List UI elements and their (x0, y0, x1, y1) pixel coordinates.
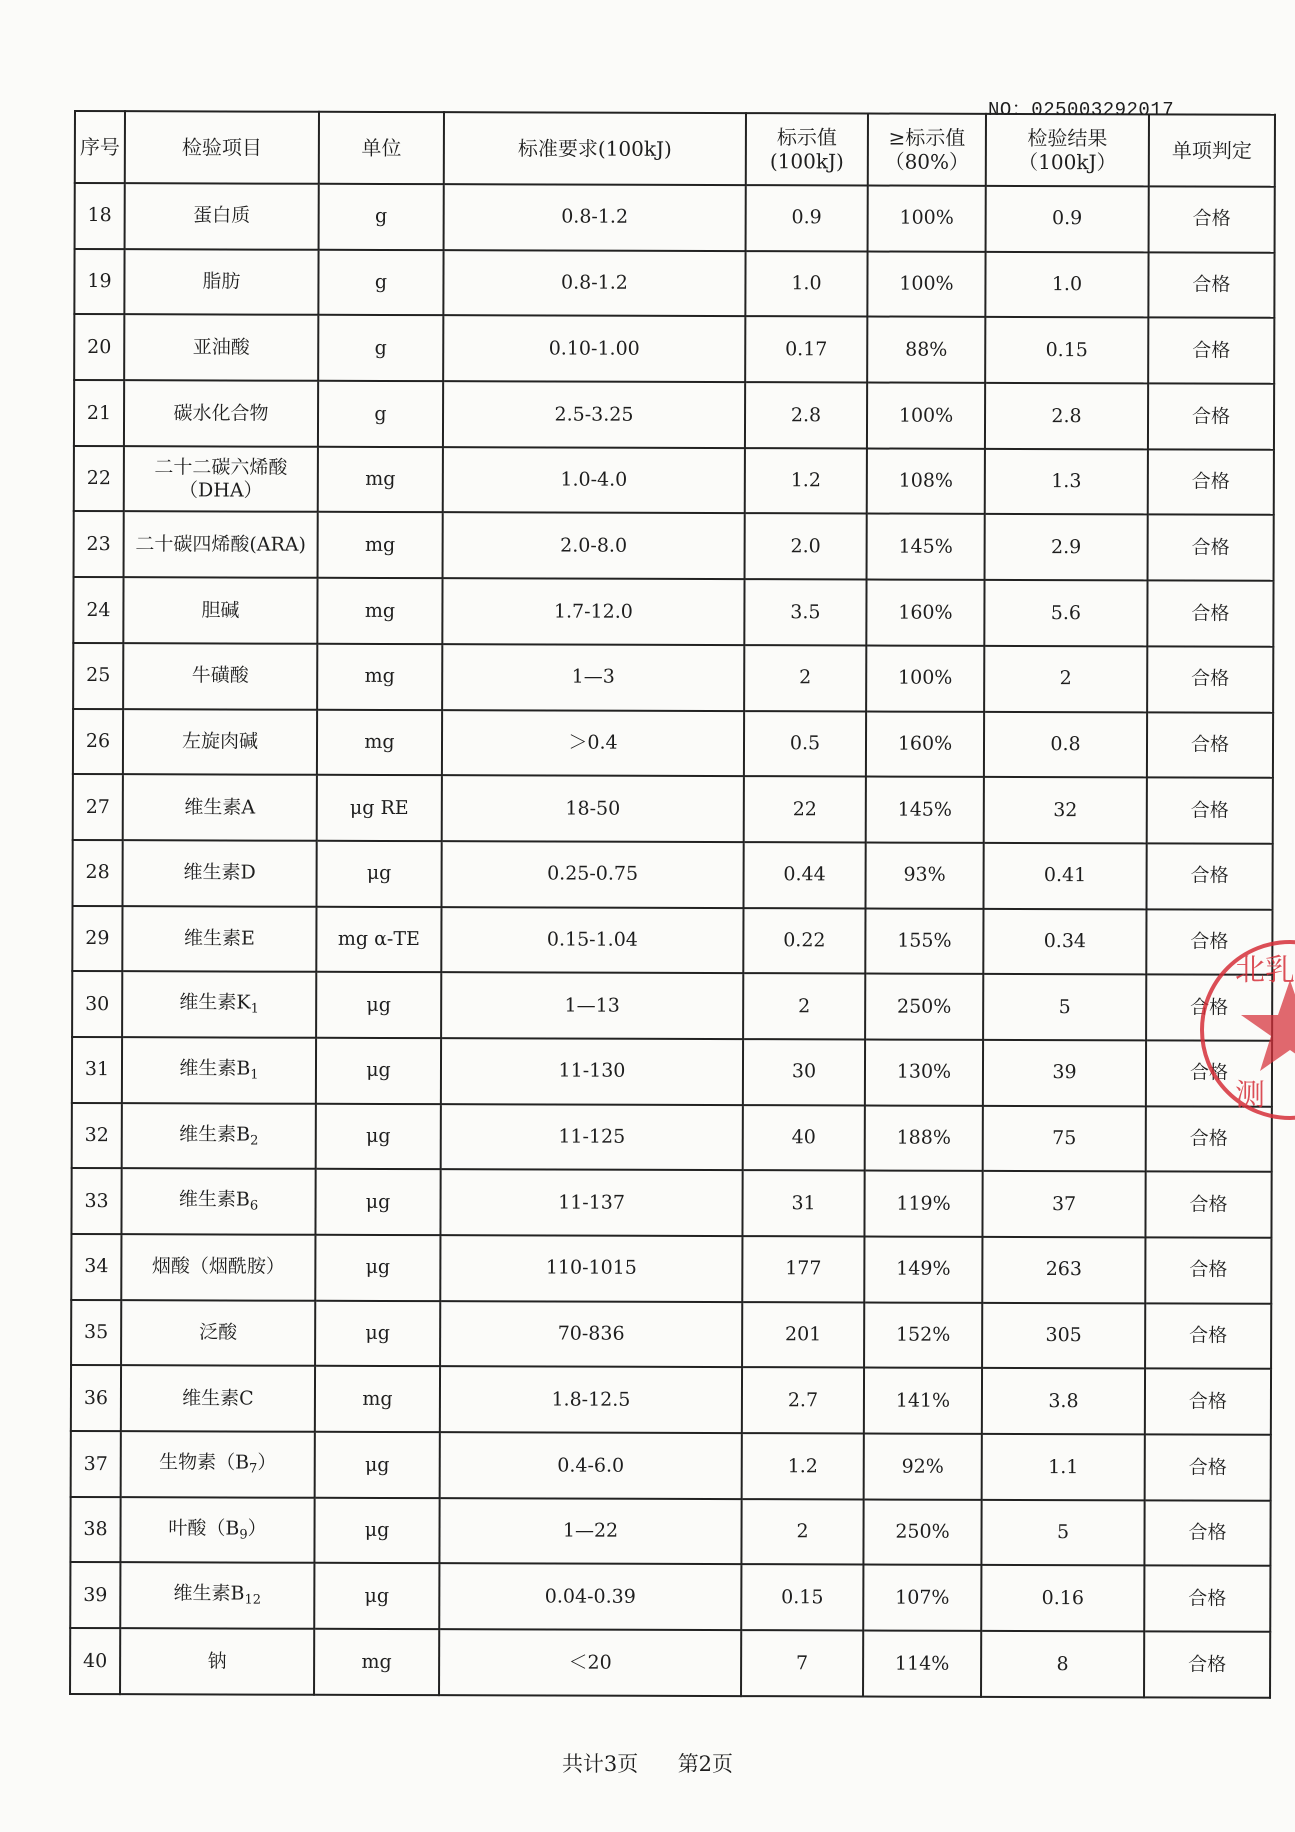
header-standard: 标准要求(100kJ) (444, 112, 746, 185)
item-subscript: 7 (249, 1461, 258, 1477)
cell-judgement: 合格 (1148, 252, 1274, 318)
footer-total-pages: 共计3页 (561, 1752, 639, 1776)
item-subscript: 9 (239, 1527, 248, 1543)
item-tail: ） (247, 1517, 267, 1540)
cell-result: 37 (982, 1171, 1145, 1237)
table-row (73, 840, 1273, 909)
cell-label-value: 2.8 (745, 382, 867, 448)
item-name: 维生素E (183, 927, 255, 950)
table-row (71, 1300, 1271, 1369)
cell-standard: 1—22 (439, 1498, 741, 1565)
cell-item (123, 577, 317, 643)
cell-unit: μg RE (317, 775, 442, 841)
item-name: 维生素B (173, 1582, 245, 1606)
seal-text-bottom: 测 (1235, 1078, 1265, 1113)
cell-seq: 35 (71, 1300, 121, 1366)
cell-result: 32 (984, 777, 1147, 843)
cell-pct: 145% (866, 777, 984, 843)
cell-item (123, 774, 317, 840)
cell-standard: 1—13 (441, 972, 743, 1039)
cell-item (122, 1037, 316, 1103)
cell-pct: 155% (865, 908, 983, 974)
cell-unit: μg (315, 1432, 440, 1498)
cell-unit: g (318, 249, 443, 315)
cell-item (124, 249, 318, 315)
header-pct-label: ≥标示值 （80%） (868, 113, 986, 185)
cell-seq: 34 (71, 1234, 121, 1300)
cell-seq: 38 (70, 1497, 120, 1563)
cell-pct: 145% (867, 514, 985, 580)
cell-result: 1.1 (982, 1434, 1145, 1500)
cell-label-value: 0.44 (743, 842, 865, 908)
item-name: 二十二碳六烯酸 (154, 456, 288, 479)
document-number: NO：025003292017 (988, 99, 1175, 121)
cell-pct: 100% (867, 383, 985, 449)
cell-unit: mg (317, 709, 442, 775)
cell-judgement: 合格 (1146, 909, 1272, 975)
cell-item (125, 183, 319, 249)
cell-result: 75 (983, 1105, 1146, 1171)
cell-unit: mg (314, 1629, 439, 1695)
cell-standard: ＞0.4 (442, 710, 744, 777)
cell-label-value: 1.0 (745, 251, 867, 317)
cell-seq: 22 (74, 446, 124, 512)
cell-pct: 141% (864, 1368, 982, 1434)
cell-pct: 114% (863, 1631, 981, 1697)
cell-item (120, 1628, 314, 1694)
cell-standard: 70-836 (440, 1301, 742, 1368)
cell-item (121, 1366, 315, 1432)
table-row (71, 1365, 1271, 1434)
cell-standard: 110-1015 (440, 1235, 742, 1302)
official-seal (1195, 935, 1295, 1125)
header-unit: 单位 (319, 112, 444, 184)
cell-judgement: 合格 (1145, 1434, 1271, 1500)
cell-result: 0.34 (983, 908, 1146, 974)
table-row (72, 1103, 1272, 1172)
cell-judgement: 合格 (1146, 843, 1272, 909)
cell-item (121, 1300, 315, 1366)
cell-judgement: 合格 (1146, 1106, 1272, 1172)
footer-current-page: 第2页 (677, 1752, 734, 1776)
cell-result: 0.41 (983, 843, 1146, 909)
cell-label-value: 1.2 (745, 448, 867, 514)
header-seq: 序号 (75, 111, 125, 183)
header-label-value: 标示值 (100kJ) (746, 113, 868, 185)
table-row (72, 971, 1272, 1040)
cell-label-value: 0.9 (746, 185, 868, 251)
cell-standard: 1.8-12.5 (440, 1367, 742, 1434)
cell-label-value: 31 (742, 1170, 864, 1236)
cell-judgement: 合格 (1146, 1040, 1272, 1106)
cell-label-value: 0.17 (745, 316, 867, 382)
item-subscript: 2 (250, 1133, 259, 1149)
cell-pct: 250% (865, 974, 983, 1040)
cell-result: 0.8 (984, 711, 1147, 777)
cell-pct: 93% (865, 842, 983, 908)
item-name: 牛磺酸 (191, 664, 249, 687)
cell-standard: 0.15-1.04 (441, 907, 743, 974)
cell-seq: 28 (73, 840, 123, 906)
item-name: 左旋肉碱 (181, 730, 259, 753)
cell-unit: g (318, 315, 443, 381)
cell-unit: μg (314, 1563, 439, 1629)
item-name: 维生素C (182, 1387, 254, 1410)
cell-judgement: 合格 (1144, 1631, 1270, 1697)
cell-item (124, 315, 318, 381)
cell-unit: mg (318, 512, 443, 578)
cell-label-value: 3.5 (744, 579, 866, 645)
cell-judgement: 合格 (1147, 646, 1273, 712)
cell-seq: 20 (74, 314, 124, 380)
cell-pct: 130% (865, 1039, 983, 1105)
cell-seq: 21 (74, 380, 124, 446)
cell-judgement: 合格 (1145, 1369, 1271, 1435)
cell-item (121, 1234, 315, 1300)
cell-label-value: 0.15 (741, 1565, 863, 1631)
table-row (70, 1562, 1270, 1631)
item-name: 维生素K (179, 991, 251, 1014)
cell-result: 5.6 (984, 580, 1147, 646)
cell-item (123, 709, 317, 775)
table-row (73, 577, 1273, 646)
item-name: 叶酸（B (168, 1517, 240, 1540)
table-row (74, 249, 1274, 318)
cell-standard: 2.5-3.25 (443, 381, 745, 448)
table-row (73, 643, 1273, 712)
cell-standard: 0.8-1.2 (444, 184, 746, 251)
item-name: 碳水化合物 (173, 401, 269, 425)
item-name: 烟酸（烟酰胺） (151, 1255, 285, 1279)
table-row (73, 774, 1273, 843)
inspection-table-wrapper (69, 110, 1274, 1699)
cell-label-value: 2 (741, 1499, 863, 1565)
cell-standard: 11-130 (441, 1038, 743, 1105)
item-name: 钠 (207, 1649, 227, 1673)
table-row (72, 906, 1272, 975)
cell-unit: μg (316, 1038, 441, 1104)
cell-standard: 1—3 (442, 644, 744, 711)
cell-seq: 31 (72, 1037, 122, 1103)
table-row (74, 380, 1274, 449)
header-item: 检验项目 (125, 111, 319, 184)
table-row (70, 1497, 1270, 1566)
table-header-row (75, 111, 1275, 187)
cell-seq: 24 (73, 577, 123, 643)
cell-result: 2 (984, 646, 1147, 712)
table-row (70, 1628, 1270, 1697)
cell-seq: 19 (74, 249, 124, 315)
item-name: 泛酸 (199, 1321, 238, 1344)
cell-unit: μg (316, 972, 441, 1038)
table-row (71, 1234, 1271, 1303)
header-judgement: 单项判定 (1149, 114, 1275, 186)
cell-standard: 0.04-0.39 (439, 1564, 741, 1631)
cell-unit: μg (316, 1103, 441, 1169)
cell-label-value: 177 (742, 1236, 864, 1302)
cell-label-value: 2.0 (745, 514, 867, 580)
item-subscript: 1 (250, 1067, 259, 1083)
page-footer (0, 1748, 1295, 1778)
table-row (72, 1037, 1272, 1106)
cell-result: 1.3 (985, 449, 1148, 515)
cell-unit: mg (317, 644, 442, 710)
cell-label-value: 0.22 (743, 908, 865, 974)
item-name: 维生素B (179, 1123, 251, 1146)
cell-item (120, 1497, 314, 1563)
cell-item (122, 971, 316, 1037)
cell-item (124, 446, 318, 512)
cell-pct: 100% (867, 251, 985, 317)
cell-standard: 0.10-1.00 (443, 316, 745, 383)
cell-result: 305 (982, 1303, 1145, 1369)
cell-label-value: 1.2 (742, 1433, 864, 1499)
cell-judgement: 合格 (1148, 449, 1274, 515)
cell-unit: μg (315, 1235, 440, 1301)
item-line2: （DHA） (179, 478, 263, 502)
item-subscript: 6 (249, 1198, 259, 1214)
cell-unit: μg (315, 1169, 440, 1235)
seal-text-top: 北乳 (1235, 953, 1295, 988)
cell-pct: 160% (866, 580, 984, 646)
cell-result: 5 (983, 974, 1146, 1040)
cell-standard: 1.0-4.0 (443, 447, 745, 514)
cell-seq: 39 (70, 1562, 120, 1628)
cell-result: 5 (981, 1500, 1144, 1566)
cell-pct: 149% (864, 1236, 982, 1302)
cell-judgement: 合格 (1148, 515, 1274, 581)
cell-seq: 18 (75, 183, 125, 249)
cell-pct: 100% (866, 645, 984, 711)
cell-label-value: 30 (743, 1039, 865, 1105)
item-name: 胆碱 (201, 598, 240, 622)
cell-label-value: 22 (744, 776, 866, 842)
cell-seq: 40 (70, 1628, 120, 1694)
cell-judgement: 合格 (1145, 1172, 1271, 1238)
cell-pct: 160% (866, 711, 984, 777)
cell-seq: 33 (71, 1168, 121, 1234)
cell-judgement: 合格 (1146, 975, 1272, 1041)
cell-judgement: 合格 (1144, 1500, 1270, 1566)
cell-seq: 30 (72, 971, 122, 1037)
cell-unit: g (319, 184, 444, 250)
cell-item (124, 512, 318, 578)
item-name: 维生素B (179, 1057, 251, 1080)
cell-pct: 152% (864, 1302, 982, 1368)
cell-item (123, 840, 317, 906)
cell-item (120, 1563, 314, 1629)
cell-judgement: 合格 (1148, 318, 1274, 384)
cell-standard: 0.25-0.75 (441, 841, 743, 908)
table-row (71, 1431, 1271, 1500)
table-body (70, 183, 1275, 1698)
cell-label-value: 2.7 (742, 1367, 864, 1433)
table-row (74, 446, 1274, 515)
cell-label-value: 2 (744, 645, 866, 711)
cell-judgement: 合格 (1147, 580, 1273, 646)
inspection-table (69, 110, 1276, 1699)
cell-pct: 92% (864, 1434, 982, 1500)
cell-standard: 18-50 (442, 775, 744, 842)
cell-pct: 250% (863, 1499, 981, 1565)
cell-standard: 11-137 (440, 1169, 742, 1236)
cell-seq: 36 (71, 1365, 121, 1431)
cell-judgement: 合格 (1144, 1566, 1270, 1632)
cell-label-value: 0.5 (744, 711, 866, 777)
cell-item (123, 643, 317, 709)
cell-unit: mg (315, 1366, 440, 1432)
cell-pct: 108% (867, 448, 985, 514)
cell-result: 263 (982, 1237, 1145, 1303)
cell-result: 39 (983, 1040, 1146, 1106)
cell-item (124, 380, 318, 446)
cell-pct: 88% (867, 317, 985, 383)
item-name: 脂肪 (202, 270, 241, 293)
cell-judgement: 合格 (1147, 778, 1273, 844)
table-row (74, 511, 1274, 580)
cell-standard: 11-125 (441, 1104, 743, 1171)
cell-seq: 29 (72, 906, 122, 972)
cell-seq: 26 (73, 709, 123, 775)
item-name: 蛋白质 (193, 204, 251, 227)
cell-judgement: 合格 (1145, 1303, 1271, 1369)
cell-judgement: 合格 (1147, 712, 1273, 778)
table-row (74, 314, 1274, 383)
cell-result: 2.8 (985, 383, 1148, 449)
item-name: 维生素B (178, 1188, 250, 1211)
cell-seq: 23 (74, 511, 124, 577)
cell-judgement: 合格 (1145, 1237, 1271, 1303)
cell-pct: 119% (864, 1171, 982, 1237)
cell-seq: 25 (73, 643, 123, 709)
header-result: 检验结果 （100kJ） (986, 114, 1149, 187)
item-tail: ） (257, 1451, 277, 1474)
item-subscript: 12 (244, 1593, 262, 1609)
item-name: 二十碳四烯酸(ARA) (135, 533, 306, 556)
cell-seq: 37 (71, 1431, 121, 1497)
cell-unit: μg (316, 841, 441, 907)
cell-unit: μg (315, 1300, 440, 1366)
cell-result: 8 (981, 1631, 1144, 1697)
cell-unit: mg (318, 447, 443, 513)
cell-label-value: 2 (743, 973, 865, 1039)
cell-item (121, 1431, 315, 1497)
item-name: 维生素D (183, 861, 256, 884)
cell-label-value: 40 (743, 1105, 865, 1171)
cell-standard: 0.4-6.0 (440, 1432, 742, 1499)
cell-item (122, 906, 316, 972)
cell-result: 2.9 (985, 514, 1148, 580)
cell-unit: g (318, 381, 443, 447)
item-subscript: 1 (250, 1001, 259, 1017)
item-name: 亚油酸 (192, 336, 250, 359)
cell-judgement: 合格 (1149, 186, 1275, 252)
cell-pct: 188% (865, 1105, 983, 1171)
table-row (75, 183, 1275, 252)
item-name: 生物素（B (159, 1451, 250, 1474)
cell-unit: mg (317, 578, 442, 644)
table-row (73, 709, 1273, 778)
cell-result: 0.16 (981, 1565, 1144, 1631)
cell-seq: 32 (72, 1103, 122, 1169)
cell-standard: 2.0-8.0 (443, 513, 745, 580)
cell-seq: 27 (73, 774, 123, 840)
cell-pct: 107% (863, 1565, 981, 1631)
table-row (71, 1168, 1271, 1237)
item-name: 维生素A (184, 795, 256, 819)
cell-standard: 1.7-12.0 (442, 578, 744, 645)
cell-unit: μg (314, 1498, 439, 1564)
cell-result: 1.0 (985, 252, 1148, 318)
cell-label-value: 7 (741, 1630, 863, 1696)
cell-result: 0.9 (986, 186, 1149, 252)
cell-result: 0.15 (985, 317, 1148, 383)
cell-judgement: 合格 (1148, 383, 1274, 449)
cell-pct: 100% (868, 185, 986, 251)
cell-label-value: 201 (742, 1302, 864, 1368)
cell-item (121, 1168, 315, 1234)
cell-standard: ＜20 (439, 1629, 741, 1696)
cell-item (122, 1103, 316, 1169)
cell-unit: mg α-TE (316, 906, 441, 972)
cell-result: 3.8 (982, 1368, 1145, 1434)
cell-standard: 0.8-1.2 (443, 250, 745, 317)
